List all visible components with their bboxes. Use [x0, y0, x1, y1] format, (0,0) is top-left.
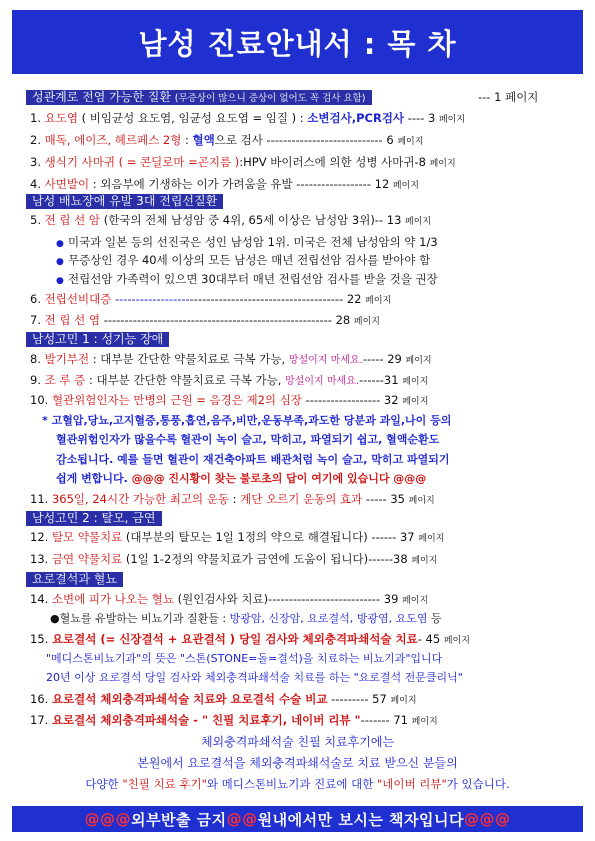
- toc-item-11[interactable]: [30, 492, 595, 508]
- toc-item-13[interactable]: [30, 552, 595, 568]
- item-number: 12.: [30, 530, 52, 544]
- risk-note-1: * 고혈압,당뇨,고지혈증,통풍,흡연,음주,비만,운동부족,과도한 당분과 과일,나이 등의: [42, 414, 452, 427]
- causes-list: 방광암, 신장암, 요로결석, 방광염, 요도염: [229, 612, 428, 625]
- page-label: 페이지: [405, 217, 432, 227]
- bullet-icon: ●: [56, 257, 64, 267]
- review-text: 와 메디스톤비뇨기과 진료에 대한: [206, 777, 378, 791]
- toc-item-17[interactable]: [30, 713, 595, 729]
- section-title: 남성고민 1 : 성기능 장애: [32, 332, 164, 346]
- item-desc: (한국의 전체 남성암 중 4위, 65세 이상은 남성암 3위)-- 13: [100, 213, 406, 227]
- risk-note-4: [56, 472, 595, 486]
- toc-item-14[interactable]: [30, 592, 595, 608]
- toc-item-16[interactable]: [30, 692, 595, 708]
- item-sep: :: [229, 492, 241, 506]
- risk-note-text: 쉽게 변합니다.: [56, 472, 132, 485]
- item-dash: ------31: [359, 373, 403, 387]
- item-highlight: 혈액: [192, 133, 215, 147]
- item-number: 5.: [30, 213, 45, 227]
- section-title: 성관계로 전염 가능한 질환: [32, 90, 171, 104]
- item-title: 생식기 사마귀 ( = 콘딜로마 =곤지름 ): [44, 155, 240, 169]
- risk-note-2: 혈관위험인자가 많을수록 혈관이 녹이 슬고, 막히고, 파열되기 쉽고, 혈액순환도: [56, 433, 440, 446]
- bullet-text: 미국과 일본 등의 선진국은 성인 남성암 1위. 미국은 전체 남성암의 약 1/3: [68, 235, 438, 249]
- item-dash: ---- 3: [404, 111, 439, 125]
- page-label: 페이지: [411, 717, 438, 727]
- page-label: 페이지: [408, 496, 435, 506]
- page-label: 페이지: [418, 534, 445, 544]
- bullet-icon: ●: [56, 239, 64, 249]
- hematuria-causes: [50, 612, 595, 626]
- bullet-1: [56, 235, 595, 251]
- section-1-page: [478, 90, 588, 104]
- section-header-std: [26, 90, 372, 105]
- item-dash: ------------------------------------- 22: [189, 292, 366, 306]
- item-title: 전 립 선 암: [44, 213, 101, 227]
- item-number: 1.: [30, 111, 45, 125]
- bullet-2: [56, 253, 595, 269]
- item-dash: - 45: [417, 632, 444, 646]
- review-note-3: [0, 777, 595, 791]
- toc-item-2[interactable]: [30, 133, 595, 149]
- item-title: 요로결석 체외충격파쇄석술 치료와 요로결석 수술 비교: [51, 692, 328, 706]
- section-note: (무증상이 많으니 증상이 없어도 꼭 검사 요함): [174, 93, 366, 104]
- page-label: 페이지: [353, 317, 380, 327]
- toc-item-9[interactable]: [30, 373, 595, 389]
- causes-suffix: 등: [427, 612, 442, 625]
- item-number: 7.: [30, 313, 45, 327]
- item-note: 망설이지 마세요.: [288, 355, 363, 366]
- item-dash: --------- 57: [327, 692, 391, 706]
- item-desc: ( 비임균성 요도염, 임균성 요도염 = 임질 ) :: [77, 111, 308, 125]
- toc-item-15[interactable]: [30, 632, 595, 648]
- item-number: 6.: [30, 292, 45, 306]
- page-label: 페이지: [438, 115, 466, 125]
- page-label: 페이지: [390, 696, 417, 706]
- page-label: 페이지: [429, 159, 456, 169]
- clinic-note-2: 20년 이상 요로결석 당일 검사와 체외충격파쇄석술 치료를 하는 "요로결석 전문클리닉": [46, 671, 463, 684]
- review-note-2: 본원에서 요로결석을 체외충격파쇄석술로 치료 받으신 분들의: [137, 756, 458, 770]
- footer-text: 원내에서만 보시는 책자입니다: [257, 810, 464, 829]
- item-title: 전 립 선 염: [44, 313, 101, 327]
- toc-item-4[interactable]: [30, 177, 595, 193]
- toc-item-1[interactable]: [30, 111, 595, 127]
- page-label: 페이지: [402, 397, 429, 407]
- item-desc: : 대부분 간단한 약물치료로 극복 가능,: [89, 352, 289, 366]
- toc-item-8[interactable]: [30, 352, 595, 368]
- page-label: 페이지: [443, 636, 470, 646]
- item-number: 11.: [30, 492, 52, 506]
- item-desc: (1일 1-2정의 약물치료가 금연에 도움이 됩니다)------38: [122, 552, 412, 566]
- item-number: 9.: [30, 373, 45, 387]
- item-dash: ------------------ 32: [301, 393, 403, 407]
- footer-banner: [12, 806, 583, 832]
- item-title: 요도염: [44, 111, 78, 125]
- title-banner: [12, 10, 583, 74]
- page-label: 페이지: [365, 296, 392, 306]
- item-note: 망설이지 마세요.: [285, 376, 360, 387]
- toc-item-5[interactable]: [30, 213, 595, 229]
- section-header-hair: [26, 511, 162, 526]
- section-title: 남성고민 2 : 탈모, 금연: [32, 511, 156, 525]
- item-dash-blue: ------------------: [111, 292, 190, 306]
- risk-note-3: 감소됩니다. 예를 들면 혈관이 재건축아파트 배관처럼 녹이 슬고, 막히고 파열되기: [56, 453, 450, 466]
- item-title: 금연 약물치료: [51, 552, 123, 566]
- item-title: 조 루 증: [44, 373, 86, 387]
- item-number: 3.: [30, 155, 45, 169]
- item-title: 전립선비대증: [44, 292, 112, 306]
- bullet-text: 무증상인 경우 40세 이상의 모든 남성은 매년 전립선암 검사를 받아야 함: [68, 253, 431, 267]
- section-title: 요로결석과 혈뇨: [32, 572, 117, 586]
- item-desc: : 외음부에 기생하는 이가 가려움을 유발 ------------------ 12: [89, 177, 393, 191]
- page-label: 페이지: [402, 596, 429, 606]
- section-title: 남성 배뇨장애 유발 3대 전립선질환: [32, 194, 218, 208]
- item-number: 10.: [30, 393, 52, 407]
- footer-text: 외부반출 금지: [131, 810, 227, 829]
- clinic-note-1: "메디스톤비뇨기과"의 뜻은 "스톤(STONE=돌=결석)을 치료하는 비뇨기과"입니다: [46, 652, 443, 665]
- review-text: 가 있습니다.: [446, 777, 510, 791]
- review-note-1: 체외충격파쇄석술 친필 치료후기에는: [200, 735, 395, 749]
- item-title: 요로결석 (= 신장결석 + 요관결석 ) 당일 검사와 체외충격파쇄석술 치료: [51, 632, 418, 646]
- item-title: 요로결석 체외충격파쇄석술 - " 친필 치료후기, 네이버 리뷰 ": [51, 713, 361, 727]
- risk-note-highlight: @@@ 진시황이 찾는 불로초의 답이 여기에 있습니다 @@@: [131, 472, 427, 485]
- bullet-text: 전립선암 가족력이 있으면 30대부터 매년 전립선암 검사를 받을 것을 권장: [68, 272, 438, 286]
- item-number: 13.: [30, 552, 52, 566]
- page-label: 페이지: [405, 356, 432, 366]
- footer-mark: @@@: [84, 810, 131, 828]
- item-highlight: 계단 오르기 운동의 효과: [240, 492, 363, 506]
- item-desc: (대부분의 탈모는 1일 1정의 약으로 해결됩니다) ------ 37: [122, 530, 419, 544]
- section-header-stone: [26, 572, 123, 587]
- item-dash: ------------------------------------------------------- 28: [100, 313, 354, 327]
- toc-item-10[interactable]: [30, 393, 595, 409]
- item-title: 발기부전: [44, 352, 90, 366]
- item-number: 16.: [30, 692, 52, 706]
- item-number: 17.: [30, 713, 52, 727]
- review-highlight: "네이버 리뷰": [377, 777, 447, 791]
- section-header-sexual: [26, 332, 169, 347]
- item-number: 15.: [30, 632, 52, 646]
- causes-label: ●혈뇨를 유발하는 비뇨기과 질환들 :: [50, 612, 230, 625]
- item-title: 매독, 에이즈, 헤르페스 2형: [44, 133, 182, 147]
- section-header-prostate: [26, 194, 223, 209]
- item-desc: 으로 검사 ---------------------------- 6: [214, 133, 398, 147]
- bullet-3: [56, 272, 595, 288]
- footer-mark: @@@: [464, 810, 511, 828]
- item-number: 2.: [30, 133, 45, 147]
- item-number: 4.: [30, 177, 45, 191]
- page-title: 남성 진료안내서 : 목 차: [138, 26, 457, 61]
- item-title: 사면발이: [44, 177, 90, 191]
- toc-item-3[interactable]: [30, 155, 595, 171]
- item-desc: (원인검사와 치료)--------------------------- 39: [174, 592, 403, 606]
- bullet-icon: ●: [56, 276, 64, 286]
- item-title: 탈모 약물치료: [51, 530, 123, 544]
- item-desc: : 대부분 간단한 약물치료로 극복 가능,: [85, 373, 286, 387]
- item-title: 혈관위험인자는 만병의 근원 = 음경은 제2의 심장: [51, 393, 302, 407]
- item-title: 소변에 피가 나오는 혈뇨: [51, 592, 175, 606]
- page-label: 페이지: [411, 556, 438, 566]
- item-dash: ------- 71: [360, 713, 412, 727]
- page-ref: 1 페이지: [494, 90, 539, 104]
- toc-item-12[interactable]: [30, 530, 595, 546]
- item-sep: :: [181, 133, 193, 147]
- page-label: 페이지: [402, 377, 429, 387]
- review-highlight: "친필 치료 후기": [122, 777, 207, 791]
- item-number: 14.: [30, 592, 52, 606]
- toc-item-6[interactable]: [30, 292, 595, 308]
- item-dash: ----- 29: [362, 352, 406, 366]
- review-text: 다양한: [85, 777, 123, 791]
- item-desc: :HPV 바이러스에 의한 성병 사마귀-8: [239, 155, 430, 169]
- footer-mark: @@: [226, 810, 258, 828]
- item-number: 8.: [30, 352, 45, 366]
- toc-item-7[interactable]: [30, 313, 595, 329]
- item-highlight: 소변검사,PCR검사: [307, 111, 405, 125]
- dash: ---: [478, 90, 491, 104]
- page-label: 페이지: [397, 137, 424, 147]
- item-dash: ----- 35: [362, 492, 409, 506]
- item-title: 365일, 24시간 가능한 최고의 운동: [51, 492, 230, 506]
- page-label: 페이지: [392, 181, 420, 191]
